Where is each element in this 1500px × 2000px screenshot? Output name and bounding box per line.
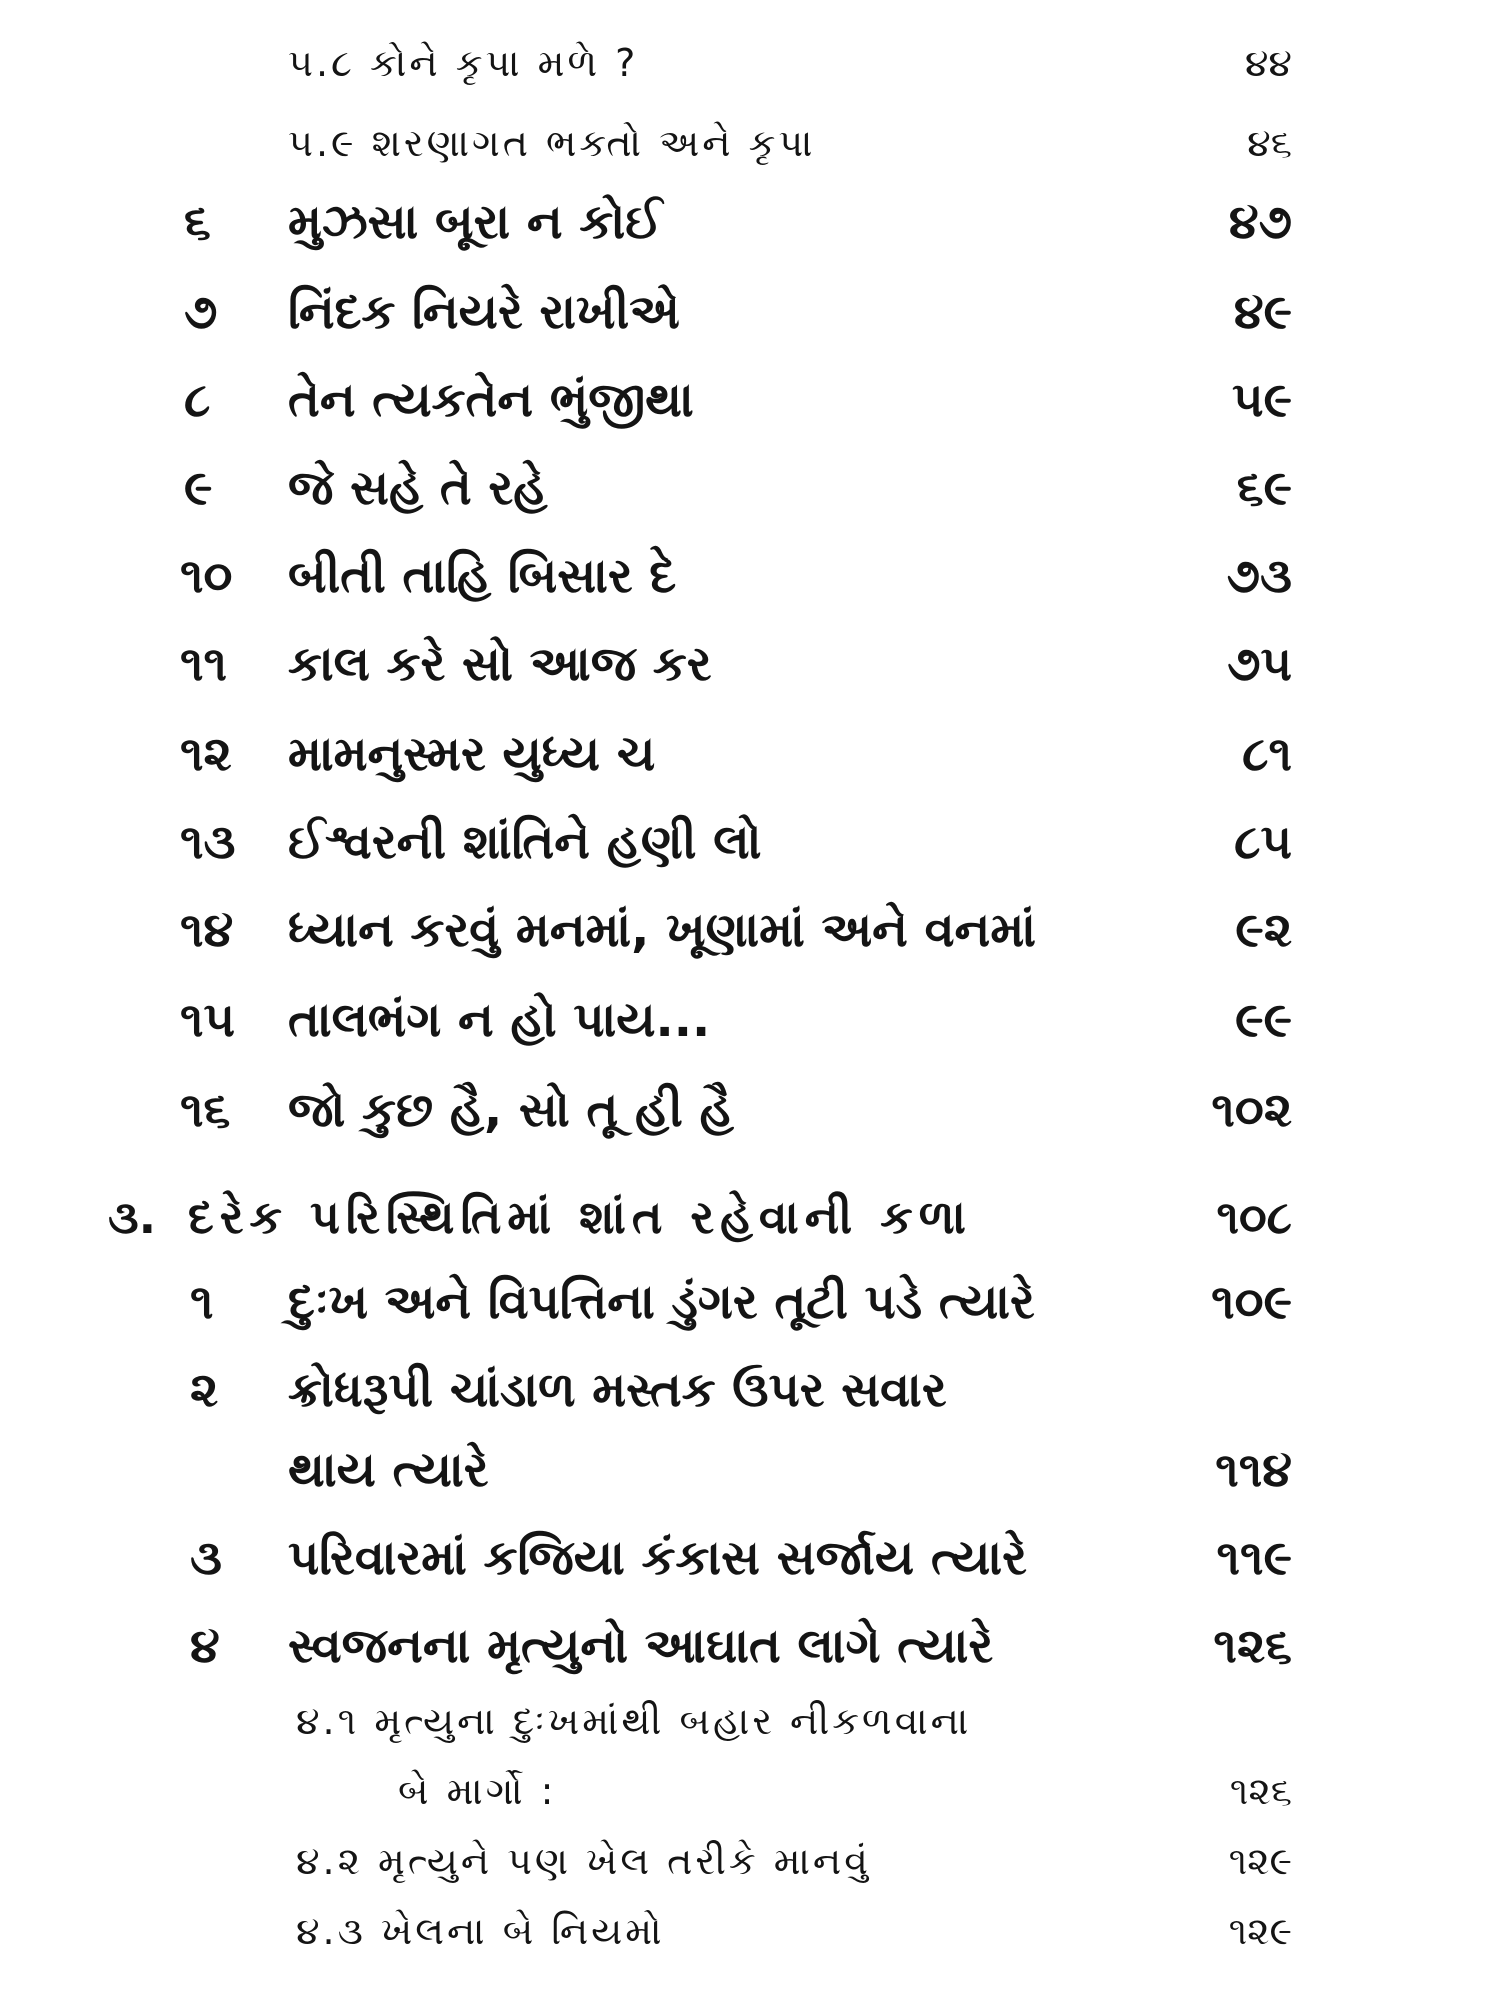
toc-title: જે સહે તે રહે — [288, 460, 548, 516]
toc-page: ૫૯ — [1232, 372, 1292, 428]
toc-page: ૧૨૬ — [1213, 1618, 1292, 1674]
toc-page: ૪૪ — [1244, 41, 1292, 85]
toc-title: બીતી તાહિ બિસાર દે — [288, 548, 677, 604]
toc-number: ૬ — [184, 194, 211, 250]
toc-page: ૯૯ — [1235, 992, 1292, 1048]
toc-title: તેન ત્યકતેન ભુંજીથા — [288, 372, 694, 428]
toc-title: ૪.૩ ખેલના બે નિયમો — [296, 1909, 665, 1953]
toc-title: ૪.૨ મૃત્યુને પણ ખેલ તરીકે માનવું — [296, 1839, 871, 1883]
toc-title: ઈશ્વરની શાંતિને હણી લો — [288, 814, 762, 870]
toc-number: ૧ — [190, 1274, 214, 1330]
toc-title: ૫.૯ શરણાગત ભક્તો અને કૃપા — [288, 121, 816, 165]
toc-number: ૧૩ — [180, 814, 236, 870]
toc-title: ધ્યાન કરવું મનમાં, ખૂણામાં અને વનમાં — [288, 902, 1036, 958]
toc-number: ૧૦ — [180, 548, 233, 604]
toc-title-continuation: થાય ત્યારે — [288, 1442, 489, 1498]
toc-page: ૧૨૬ — [1229, 1769, 1292, 1813]
toc-title: સ્વજનના મૃત્યુનો આઘાત લાગે ત્યારે — [288, 1618, 994, 1674]
toc-number: ૧૬ — [180, 1082, 231, 1138]
toc-number: ૪ — [190, 1618, 220, 1674]
toc-title: દુઃખ અને વિપત્તિના ડુંગર તૂટી પડે ત્યારે — [288, 1274, 1035, 1330]
toc-page: ૪૭ — [1228, 194, 1292, 250]
toc-page: ૧૧૪ — [1215, 1442, 1292, 1498]
toc-title: કાલ કરે સો આજ કર — [288, 636, 712, 692]
toc-page: ૧૧૯ — [1216, 1530, 1292, 1586]
toc-number: ૩ — [190, 1530, 222, 1586]
toc-page: ૬૯ — [1236, 460, 1292, 516]
toc-title: જો કુછ હૈ, સો તૂ હી હૈ — [288, 1082, 734, 1138]
toc-page: ૮૧ — [1242, 726, 1292, 782]
toc-title: મુઝસા બૂરા ન કોઈ — [288, 194, 663, 250]
toc-page: ૭૩ — [1226, 548, 1292, 604]
toc-title: ક્રોધરૂપી ચાંડાળ મસ્તક ઉપર સવાર — [288, 1362, 947, 1418]
toc-title-continuation: બે માર્ગો : — [398, 1769, 557, 1813]
toc-page: ૧૦૮ — [1216, 1190, 1292, 1244]
toc-page: ૪૯ — [1233, 284, 1292, 340]
toc-title: તાલભંગ ન હો પાય... — [288, 992, 711, 1048]
toc-page: ૪૬ — [1247, 121, 1292, 165]
toc-page: ૭૫ — [1227, 636, 1292, 692]
toc-number: ૨ — [190, 1362, 219, 1418]
toc-title: નિંદક નિયરે રાખીએ — [288, 284, 680, 340]
toc-title: પરિવારમાં કજિયા કંકાસ સર્જાય ત્યારે — [288, 1530, 1027, 1586]
toc-number: ૧૪ — [180, 902, 234, 958]
toc-page: ૧૦૨ — [1211, 1082, 1292, 1138]
toc-page: ૧૦૯ — [1211, 1274, 1292, 1330]
toc-title: મામનુસ્મર યુધ્ય ચ — [288, 726, 656, 782]
toc-page: ૮૫ — [1234, 814, 1292, 870]
toc-page: ૯૨ — [1235, 902, 1292, 958]
chapter-title: દરેક પરિસ્થિતિમાં શાંત રહેવાની કળા — [188, 1190, 972, 1244]
toc-page: ૧૨૯ — [1228, 1909, 1292, 1953]
toc-title: ૪.૧ મૃત્યુના દુઃખમાંથી બહાર નીકળવાના — [296, 1699, 972, 1743]
chapter-number: ૩. — [108, 1190, 157, 1244]
toc-title: ૫.૮ કોને કૃપા મળે ? — [288, 41, 639, 85]
toc-number: ૧૧ — [180, 636, 228, 692]
toc-number: ૭ — [184, 284, 218, 340]
toc-number: ૧૫ — [180, 992, 236, 1048]
toc-number: ૮ — [184, 372, 211, 428]
toc-number: ૧૨ — [180, 726, 232, 782]
toc-number: ૯ — [184, 460, 213, 516]
toc-page: ૧૨૯ — [1228, 1839, 1292, 1883]
